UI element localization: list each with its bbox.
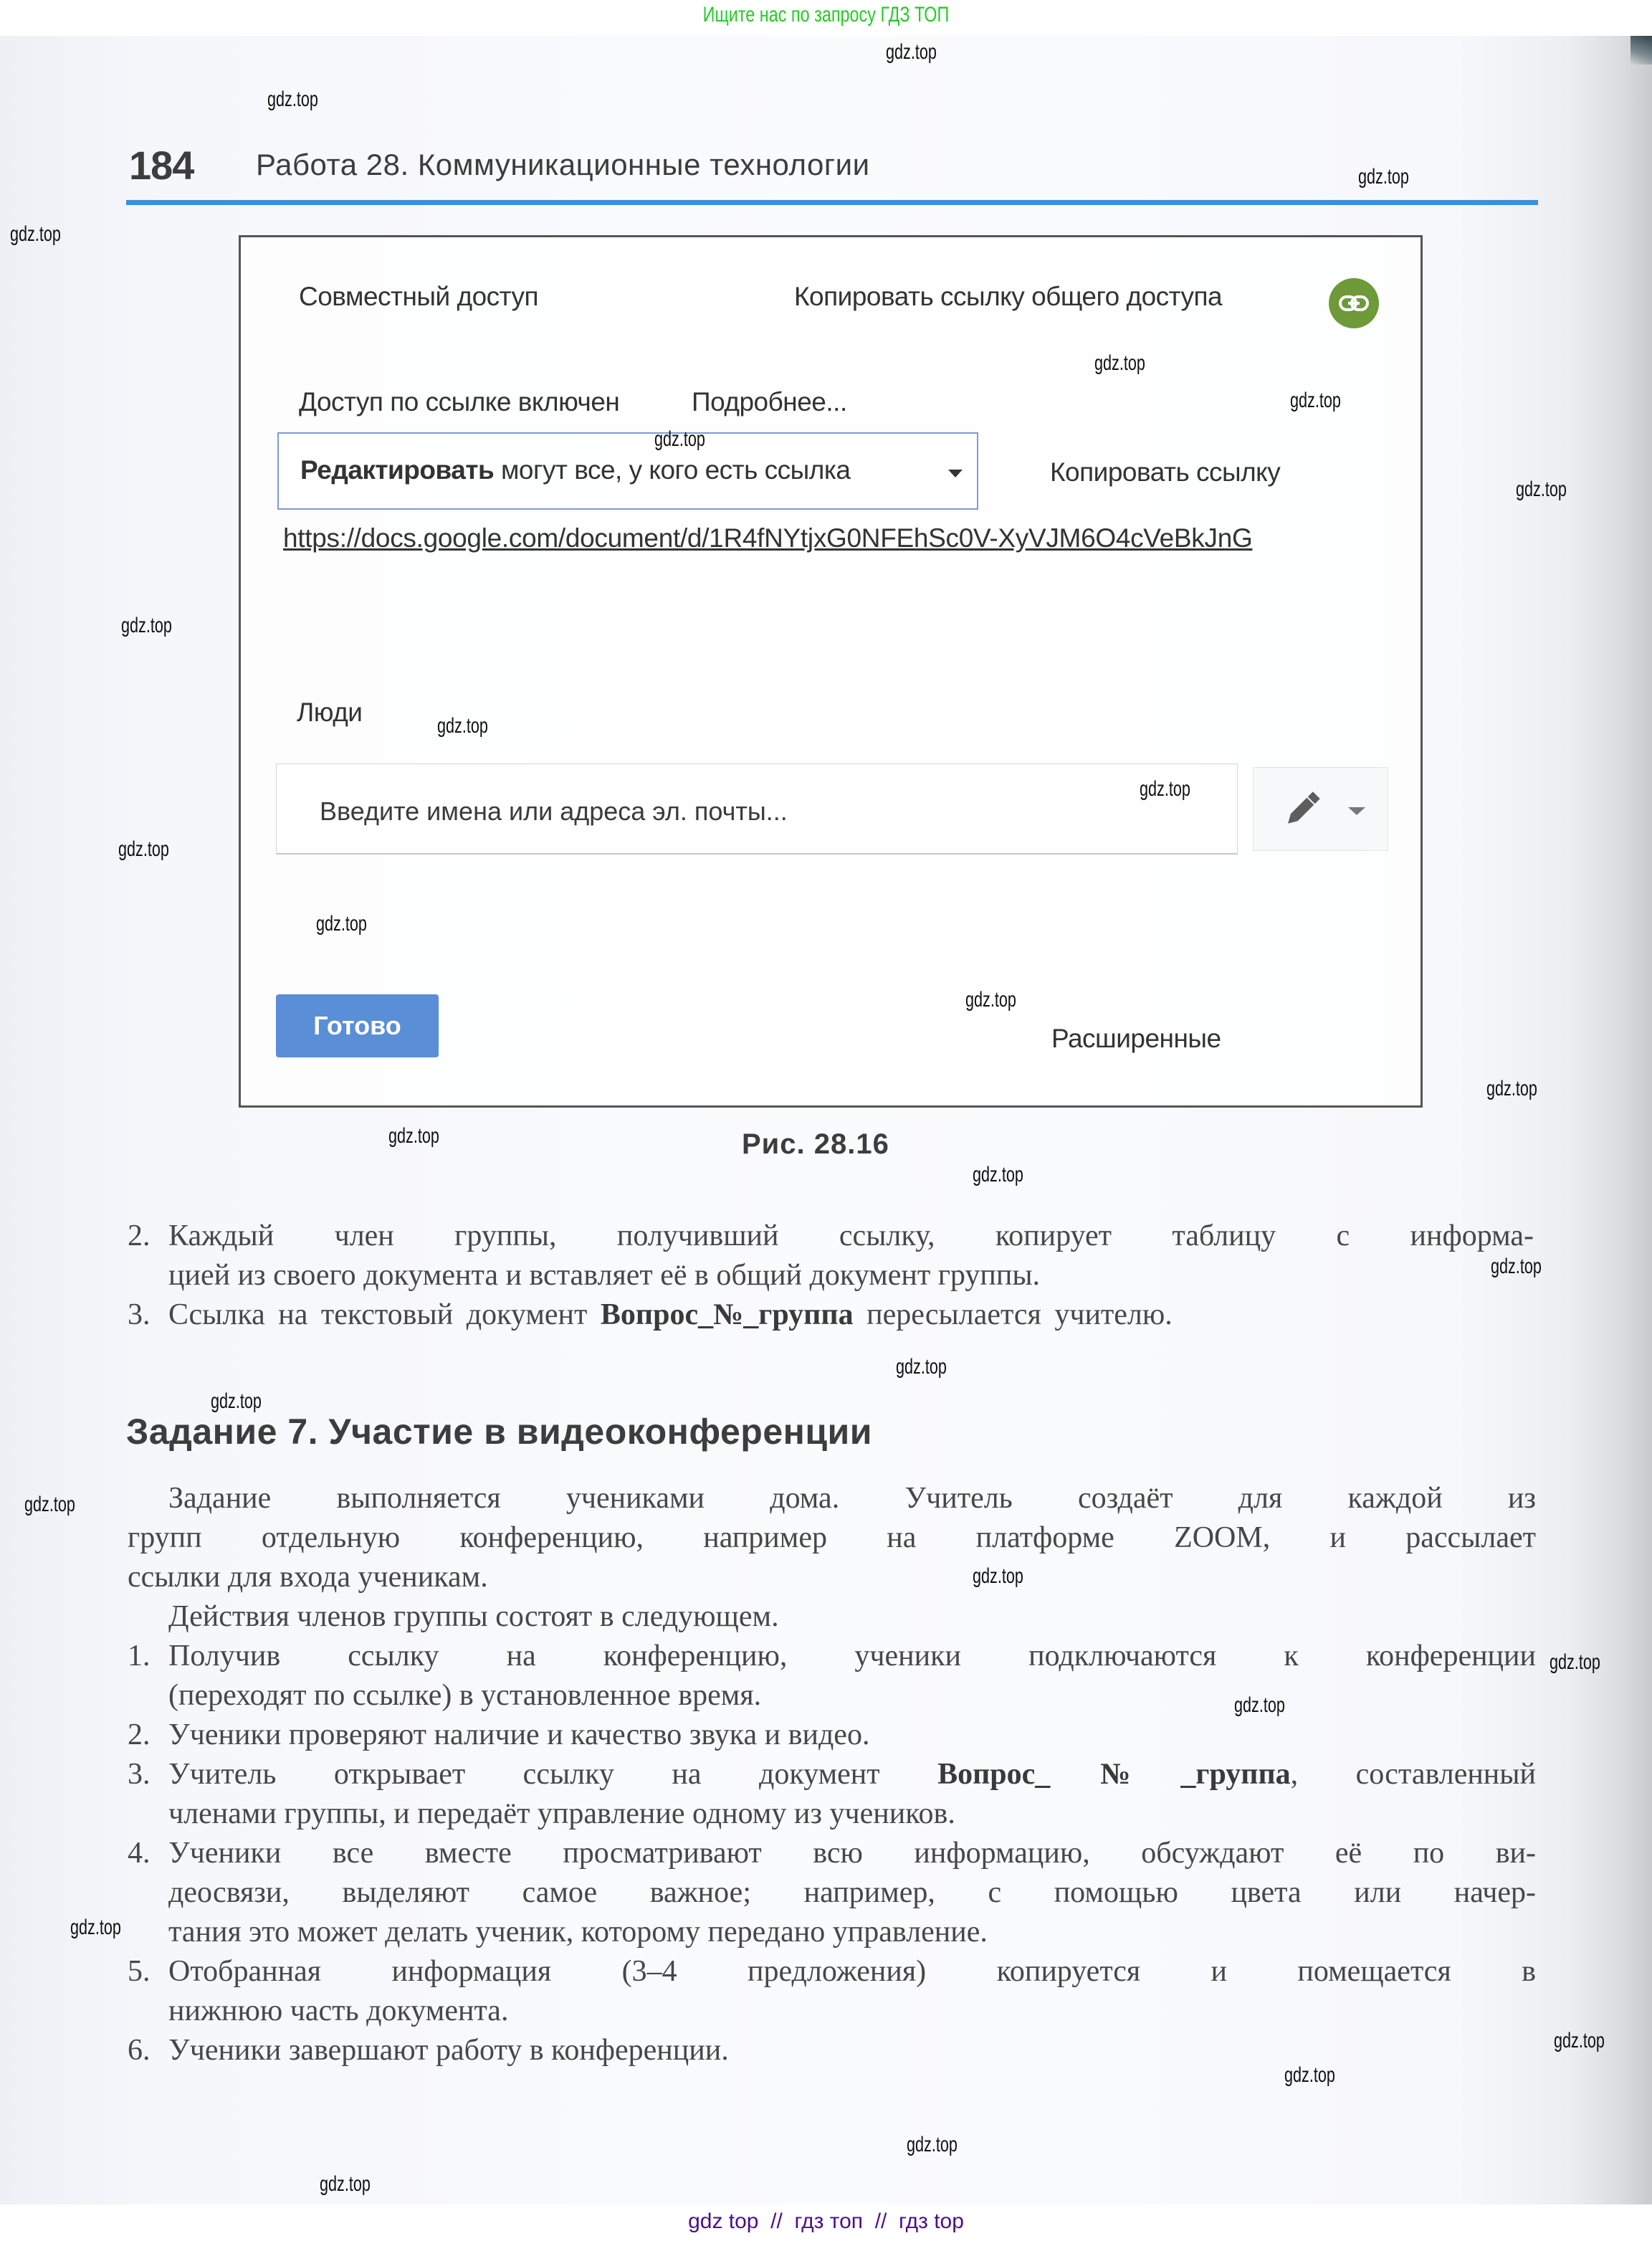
text-run: Учитель открывает ссылку на документ bbox=[168, 1758, 938, 1791]
list-item-text: Каждый член группы, получивший ссылку, копирует таблицу с информа- bbox=[168, 1219, 1534, 1252]
step-number: 5. bbox=[128, 1955, 151, 1988]
access-level-rest: могут все, у кого есть ссылка bbox=[494, 455, 851, 485]
step-text: деосвязи, выделяют самое важное; например, с помощью цвета или начер- bbox=[168, 1876, 1536, 1909]
watermark: gdz.top bbox=[1358, 165, 1409, 189]
running-title: Работа 28. Коммуникационные технологии bbox=[256, 148, 870, 181]
watermark: gdz.top bbox=[211, 1389, 262, 1413]
watermark: gdz.top bbox=[118, 837, 169, 861]
more-info-link[interactable]: Подробнее... bbox=[692, 387, 847, 417]
copy-link-button[interactable]: Копировать ссылку bbox=[1050, 457, 1281, 487]
watermark: gdz.top bbox=[907, 2133, 958, 2156]
paragraph-line: групп отдельную конференцию, например на платформе ZOOM, и рассылает bbox=[128, 1521, 1536, 1554]
watermark: gdz.top bbox=[10, 222, 61, 246]
step-number: 3. bbox=[128, 1758, 151, 1791]
permission-dropdown-button[interactable] bbox=[1253, 767, 1388, 851]
step-text: нижнюю часть документа. bbox=[168, 1994, 509, 2027]
watermark: gdz.top bbox=[654, 427, 705, 451]
watermark: gdz.top bbox=[886, 40, 937, 64]
section-heading: Задание 7. Участие в видеоконференции bbox=[126, 1412, 873, 1452]
watermark: gdz.top bbox=[1550, 1650, 1600, 1674]
text-run: , составленный bbox=[1290, 1758, 1536, 1791]
access-level-bold: Редактировать bbox=[300, 455, 495, 485]
paragraph-line: Действия членов группы состоят в следующем. bbox=[168, 1600, 779, 1633]
done-button[interactable]: Готово bbox=[276, 994, 439, 1057]
step-text: (переходят по ссылке) в установленное время. bbox=[168, 1679, 762, 1712]
watermark: gdz.top bbox=[70, 1916, 121, 1939]
email-placeholder: Введите имена или адреса эл. почты... bbox=[320, 796, 788, 826]
watermark: gdz.top bbox=[973, 1564, 1023, 1588]
document-name: Вопрос_№_группа bbox=[937, 1758, 1291, 1791]
watermark: gdz.top bbox=[965, 988, 1016, 1012]
step-number: 2. bbox=[128, 1718, 151, 1751]
list-item-text: цией из своего документа и вставляет её в общий документ группы. bbox=[168, 1259, 1041, 1292]
page-number: 184 bbox=[129, 143, 194, 188]
chevron-down-icon bbox=[948, 470, 963, 477]
watermark: gdz.top bbox=[1284, 2063, 1335, 2087]
advanced-settings-link[interactable]: Расширенные bbox=[1051, 1024, 1221, 1053]
watermark: gdz.top bbox=[896, 1355, 947, 1379]
watermark: gdz.top bbox=[1491, 1255, 1542, 1278]
text-run: пересылается учителю. bbox=[853, 1298, 1173, 1331]
list-item-text bbox=[168, 1300, 1173, 1330]
step-text: Ученики проверяют наличие и качество звука и видео. bbox=[168, 1718, 870, 1751]
watermark: gdz.top bbox=[973, 1163, 1023, 1186]
watermark: gdz.top bbox=[388, 1124, 439, 1148]
watermark: gdz.top bbox=[24, 1493, 75, 1516]
email-input[interactable] bbox=[276, 763, 1238, 855]
link-status-text: Доступ по ссылке включен bbox=[299, 387, 620, 417]
step-text bbox=[168, 1759, 1536, 1789]
share-dialog bbox=[239, 235, 1423, 1108]
paragraph-line: Задание выполняется учениками дома. Учитель создаёт для каждой из bbox=[168, 1482, 1536, 1515]
header-rule bbox=[126, 200, 1538, 205]
watermark: gdz.top bbox=[1516, 477, 1567, 501]
link-icon-glyph bbox=[1338, 294, 1370, 313]
watermark: gdz.top bbox=[1486, 1077, 1537, 1100]
watermark: gdz.top bbox=[437, 714, 488, 738]
watermark: gdz.top bbox=[121, 614, 172, 637]
copy-public-link-button[interactable]: Копировать ссылку общего доступа bbox=[794, 282, 1223, 311]
step-number: 1. bbox=[128, 1640, 151, 1673]
list-number: 3. bbox=[128, 1298, 151, 1331]
step-text: Ученики завершают работу в конференции. bbox=[168, 2034, 729, 2067]
step-text: членами группы, и передаёт управление одному из учеников. bbox=[168, 1797, 955, 1830]
share-url-link[interactable]: https://docs.google.com/document/d/1R4fNYtjxG0NFEhSc0V-XyVJM6O4cVeBkJnG bbox=[283, 523, 1253, 553]
step-text: Получив ссылку на конференцию, ученики подключаются к конференции bbox=[168, 1640, 1536, 1673]
step-number: 4. bbox=[128, 1837, 151, 1870]
search-banner: Ищите нас по запросу ГДЗ ТОП bbox=[702, 3, 950, 27]
step-text: тания это может делать ученик, которому передано управление. bbox=[168, 1916, 988, 1949]
figure-caption: Рис. 28.16 bbox=[742, 1128, 889, 1160]
people-label: Люди bbox=[297, 698, 363, 727]
page-edge-shadow bbox=[1630, 36, 1652, 65]
link-icon[interactable] bbox=[1329, 278, 1379, 328]
step-text: Ученики все вместе просматривают всю информацию, обсуждают её по ви- bbox=[168, 1837, 1536, 1870]
step-number: 6. bbox=[128, 2034, 151, 2067]
chevron-down-icon bbox=[1348, 807, 1365, 815]
list-number: 2. bbox=[128, 1219, 151, 1252]
step-text: Отобранная информация (3–4 предложения) копируется и помещается в bbox=[168, 1955, 1536, 1988]
watermark: gdz.top bbox=[1234, 1693, 1285, 1717]
watermark: gdz.top bbox=[1140, 777, 1190, 801]
watermark: gdz.top bbox=[316, 912, 367, 936]
footer-links: gdz top // гдз топ // гдз top bbox=[688, 2209, 964, 2233]
watermark: gdz.top bbox=[1094, 351, 1145, 375]
watermark: gdz.top bbox=[320, 2172, 371, 2196]
dialog-title: Совместный доступ bbox=[299, 282, 539, 311]
watermark: gdz.top bbox=[1290, 389, 1341, 412]
pencil-icon bbox=[1281, 788, 1324, 831]
watermark: gdz.top bbox=[1554, 2029, 1605, 2052]
document-name: Вопрос_№_группа bbox=[600, 1298, 854, 1331]
access-level-select[interactable] bbox=[277, 432, 978, 510]
watermark: gdz.top bbox=[267, 87, 318, 111]
paragraph-line: ссылки для входа ученикам. bbox=[128, 1561, 488, 1594]
text-run: Ссылка на текстовый документ bbox=[168, 1298, 601, 1331]
